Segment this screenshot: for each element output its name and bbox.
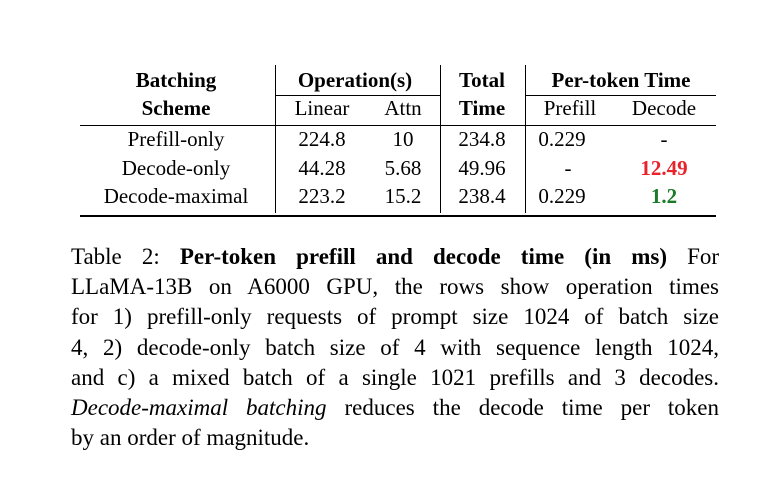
row-decode-only-scheme: Decode-only — [121, 156, 231, 180]
row-decode-maximal-scheme: Decode-maximal — [103, 184, 249, 208]
header-rule — [80, 125, 716, 126]
row-prefill-only-prefill: 0.229 — [538, 127, 586, 151]
caption-line6-tail: reduces the decode time per token — [344, 395, 720, 421]
column-divider-2 — [440, 65, 441, 213]
row-prefill-only-decode: - — [660, 127, 668, 151]
header-scheme: Scheme — [141, 96, 211, 120]
row-decode-maximal-attn: 15.2 — [384, 184, 422, 208]
header-batching: Batching — [135, 68, 217, 92]
caption-line-1 — [71, 242, 719, 272]
caption-line1-tail: For — [687, 244, 720, 269]
header-attn: Attn — [384, 96, 422, 120]
header-operations: Operation(s) — [297, 68, 413, 92]
row-prefill-only-total: 234.8 — [458, 127, 506, 151]
caption-title: Per-token prefill and decode time (in ms) — [179, 244, 667, 269]
row-decode-maximal-prefill: 0.229 — [538, 184, 586, 208]
operations-subheader-rule — [275, 95, 440, 96]
header-decode: Decode — [631, 96, 697, 120]
header-per-token-time: Per-token Time — [551, 68, 691, 92]
bottom-rule — [80, 215, 716, 217]
row-decode-maximal-total: 238.4 — [458, 184, 506, 208]
header-prefill: Prefill — [543, 96, 597, 120]
row-decode-only-attn: 5.68 — [384, 156, 422, 180]
caption-line-7: by an order of magnitude. — [71, 425, 310, 451]
row-prefill-only-linear: 224.8 — [298, 127, 346, 151]
column-divider-1 — [275, 65, 276, 213]
header-total: Total — [459, 68, 505, 92]
row-prefill-only-scheme: Prefill-only — [127, 127, 225, 151]
row-decode-only-decode: 12.49 — [640, 156, 688, 180]
results-table — [80, 62, 716, 218]
column-divider-3 — [525, 65, 526, 213]
caption-line-5: and c) a mixed batch of a single 1021 prefills and 3 decodes. — [71, 364, 719, 390]
caption-italic-term: Decode-maximal batching — [71, 395, 327, 421]
caption-label: Table 2: — [71, 244, 160, 269]
caption-line-2: LLaMA-13B on A6000 GPU, the rows show operation times — [71, 274, 719, 300]
header-time: Time — [458, 96, 506, 120]
caption-line-3: for 1) prefill-only requests of prompt size 1024 of batch size — [71, 304, 719, 330]
per-token-subheader-rule — [525, 95, 716, 96]
row-decode-maximal-decode: 1.2 — [650, 184, 678, 208]
caption-line-4: 4, 2) decode-only batch size of 4 with sequence length 1024, — [71, 334, 719, 360]
row-decode-only-prefill: - — [564, 156, 572, 180]
table-caption — [71, 242, 719, 453]
row-prefill-only-attn: 10 — [392, 127, 414, 151]
row-decode-only-linear: 44.28 — [298, 156, 346, 180]
row-decode-maximal-linear: 223.2 — [298, 184, 346, 208]
header-linear: Linear — [294, 96, 350, 120]
caption-line-6 — [71, 393, 719, 423]
row-decode-only-total: 49.96 — [458, 156, 506, 180]
